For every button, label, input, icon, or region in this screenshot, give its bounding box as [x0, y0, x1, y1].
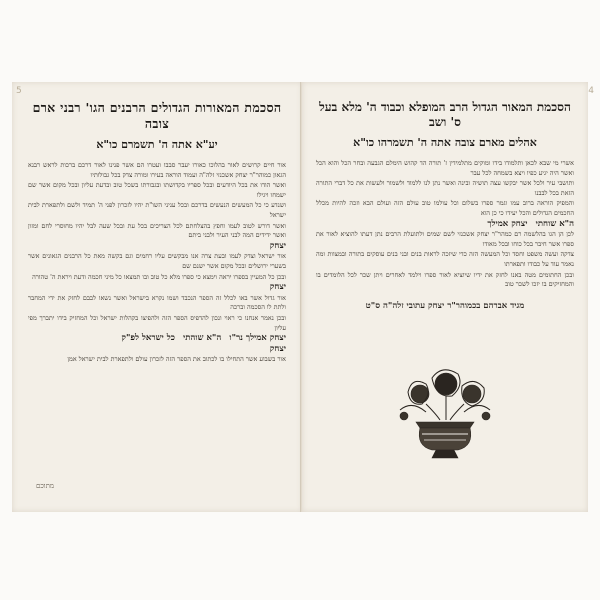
right-paragraph-3: והמפיק הוראה ברוב עמו וגמר ספרו בשלום וכל עולמו טוב עולם הזה ועולם הבא וזכה להיות מכלל החכמים הגדולים והכל יעידו כי כן הוא	[316, 199, 574, 217]
right-paragraph-2: ותושבי עיר ולכל אשר יבקשו עצה תושיה ובינה ואשר נתן לנו ללמוד ולשמור ולעשות את כל דברי התורה הזאת בכל לבבנו	[316, 179, 574, 197]
left-page-subheading: יע"א אתה ה' תשמרם כו"א	[96, 138, 218, 151]
left-catchword-2: יצחק	[269, 282, 286, 293]
left-catchword-3: יצחק	[269, 343, 286, 354]
flower-center-left	[411, 385, 429, 403]
left-page-catchword-footer: מתוכם	[36, 482, 54, 490]
left-page-body	[28, 161, 286, 365]
leaf-left	[400, 405, 426, 412]
left-signature-3: כל ישראל לפ"ק	[121, 333, 175, 344]
left-paragraph-8: ובכן נאמר אנחנו כי ראוי ונכון להדפיס הספר הזה ולהפיצו בקהלות ישראל וכל המחזיק בידו יתברך מפי עליון	[28, 313, 286, 332]
right-signature: מגיד אברהם בכמוהר"ר יצחק עתובי זלה"ה ס"ט	[365, 300, 525, 311]
left-page	[12, 82, 302, 512]
right-paragraph-5: צדקה ועשה משפט וחסד וכל המעשה הזה כדי שיזכה לראות בנים ובני בנים עוסקים בתורה ובמצוות ומה נאמר עוד על כבודו ותפארתו	[316, 250, 574, 268]
right-corner-mark: 4	[588, 86, 594, 96]
right-page-body	[316, 159, 574, 290]
left-closing: אור בשבוע אשר התחילו בו לכתוב את הספר הזה לזכרון עולם ולתפארת לבית ישראל אמן	[67, 355, 286, 364]
flower-center-right	[463, 385, 481, 403]
left-paragraph-7: אור גדול אשר באו לכלל זה הספר הנכבד ושמו נקרא בישראל ואשר נשאו לבבם לחזק את ידי המחבר ולתת לו הסכמה וברכה	[28, 293, 286, 312]
left-signature-2: ה"א שוהתי	[183, 333, 222, 344]
right-paragraph-4: לכן הן הגו בהלשמה רם כמהר"ר יצחק אשכנזי לשם שמים ולתועלת הרבים נתן דעתו להוציא לאור את ספרו אשר חיבר בכל כוחו ובכל מאודו	[316, 230, 574, 248]
left-paragraph-1: אור חיים קרושים לאור בהלוכו כאורו יעבר סבבו ועטרו הם אשר פנינו לאור דרכם ברכות לראש רבנא הגאון כמוהר"ר יצחק אשכנזי זלה"ה ועמוד הוראה בעירו ומורה צדק בכל גבולותיו	[28, 161, 286, 179]
left-paragraph-5: אור ישראל וצדק לעמו ובעת צרה אנו מבקשים עליו רחמים וגם בקשה מאת כל הרבנים הגאונים אשר בשערי ירושלים ובכל מקום אשר ישנם שם	[28, 252, 286, 270]
left-paragraph-3: ושנדע כי כל המעשים הנעשים בדרכם ובכל עניני השו"ת יהיו לזכרון לפני ה' תמיד ולשם ולתפארת לבית ישראל	[28, 201, 286, 219]
vase-bowl	[419, 428, 471, 450]
right-paragraph-6: ובכן החתומים מטה באנו לחזק את ידיו שיוציא לאור ספרו וילמד לאחרים ויתן שכר לכל הלומדים בו והמחזיקים בו יזכו לשכר טוב	[316, 270, 574, 289]
left-corner-mark: 5	[16, 86, 22, 96]
right-paragraph-1: אשרי מי שבא לכאן ותלמודו בידו ומוקים מתלמידין ז' תורה הד קהוש הימלם הגבעה ובחר הכל והוא הכל ואשר היה יגיע כפיו ויצא בשמחה לכל עבר	[316, 159, 574, 177]
bud-1	[400, 412, 408, 420]
left-catchword-1: יצחק	[269, 240, 286, 251]
left-paragraph-2: ואשר הודו את בכל היודעים ובכל ספריו בקדושתו ובגבורתו בשכל טוב ובדעת עליון ובכל מקום אשר שם ישמחו ויגילו	[28, 181, 286, 199]
right-page	[302, 82, 588, 512]
right-catchword-b: יצחק אמילך	[487, 218, 528, 229]
vase-rim	[416, 422, 474, 428]
stem-2	[450, 404, 464, 420]
vase-flowers-ornament	[386, 364, 504, 464]
right-page-heading: הסכמת המאור הגדול הרב המופלא וכבוד ה' מלא בעל ס' ושב	[319, 100, 571, 129]
right-page-subheading: אהלים מארם צובה אתה ה' תשמרהו כו"א	[353, 136, 537, 149]
left-signature-1: יצחק אמילך נר"ו	[229, 333, 286, 344]
bud-2	[482, 412, 490, 420]
stem-1	[426, 404, 440, 420]
vase-foot	[432, 450, 458, 458]
left-paragraph-6: ובכן כל המעיין בספרו יראה וימצא כי ספרו מלא כל טוב ובו תמצאו כל מיני חכמה ודעת ויראת ה' טהורה	[32, 272, 286, 281]
left-page-heading: הסכמת המאורות הגדולים הרבנים הגו' רבני ארם צובה	[32, 100, 282, 131]
leaf-right	[464, 405, 490, 412]
right-catchword-a: ה"א שוחתי	[535, 218, 574, 229]
left-paragraph-4: ואשר דורש לטוב לעמו וחפץ בהצלחתם לכל הצריכים בכל עת ובכל שעה לבל יהיו מחוסרי לחם ומזון ואשר ידידים המה לבני העיר ולבני ביתם	[28, 221, 286, 240]
